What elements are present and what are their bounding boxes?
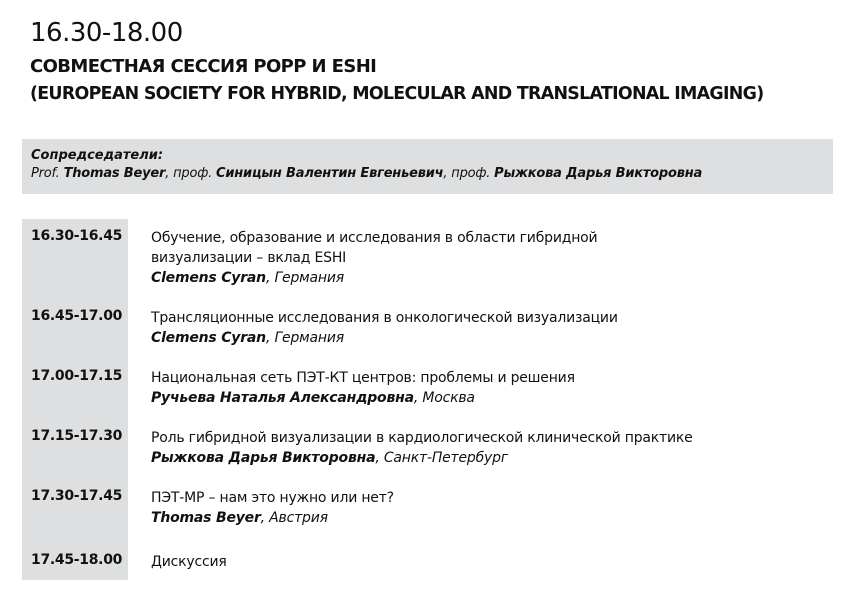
speaker-location: , Германия [265,270,344,286]
item-speaker [151,268,621,288]
session-time: 16.30-18.00 [30,18,183,48]
item-speaker [151,328,751,348]
chair-name: Thomas Beyer [63,166,166,181]
item-title: Роль гибридной визуализации в кардиологической клинической практике [151,430,693,446]
speaker-name: Thomas Beyer [151,510,261,526]
item-title: Трансляционные исследования в онкологической визуализации [151,310,618,326]
speaker-location: , Санкт-Петербург [375,450,508,466]
chairs-panel [22,139,833,194]
item-time: 17.45-18.00 [31,552,123,568]
speaker-name: Ручьева Наталья Александровна [151,390,414,406]
item-body [151,552,751,572]
item-speaker [151,388,751,408]
item-time: 17.30-17.45 [31,488,123,504]
speaker-location: , Москва [413,390,475,406]
chairs-heading: Сопредседатели: [31,148,164,163]
chair-prefix: проф. [451,166,495,181]
item-body [151,488,751,528]
speaker-name: Рыжкова Дарья Викторовна [151,450,376,466]
chair-prefix: Prof. [31,166,64,181]
session-subtitle: (EUROPEAN SOCIETY FOR HYBRID, MOLECULAR AND TRANSLATIONAL IMAGING) [30,84,764,104]
chair-prefix: проф. [173,166,216,181]
item-time: 17.15-17.30 [31,428,123,444]
item-speaker [151,448,791,468]
item-title: Обучение, образование и исследования в области гибридной визуализации – вклад ESHI [151,230,598,266]
time-column-background [22,219,128,580]
speaker-name: Clemens Cyran [151,330,266,346]
chair-separator: , [443,166,452,181]
item-title: Национальная сеть ПЭТ-КТ центров: проблемы и решения [151,370,575,386]
item-title: Дискуссия [151,554,227,570]
item-body [151,368,751,408]
speaker-name: Clemens Cyran [151,270,266,286]
speaker-location: , Австрия [260,510,328,526]
item-time: 17.00-17.15 [31,368,123,384]
speaker-location: , Германия [265,330,344,346]
chair-name: Рыжкова Дарья Викторовна [494,166,703,181]
chairs-list [31,166,702,181]
item-title: ПЭТ-МР – нам это нужно или нет? [151,490,394,506]
session-title: СОВМЕСТНАЯ СЕССИЯ РОРР И ESHI [30,56,377,77]
chair-name: Синицын Валентин Евгеньевич [216,166,444,181]
chair-separator: , [165,166,174,181]
item-time: 16.30-16.45 [31,228,123,244]
item-time: 16.45-17.00 [31,308,123,324]
item-body [151,308,751,348]
item-body [151,228,621,288]
item-speaker [151,508,751,528]
item-body [151,428,791,468]
